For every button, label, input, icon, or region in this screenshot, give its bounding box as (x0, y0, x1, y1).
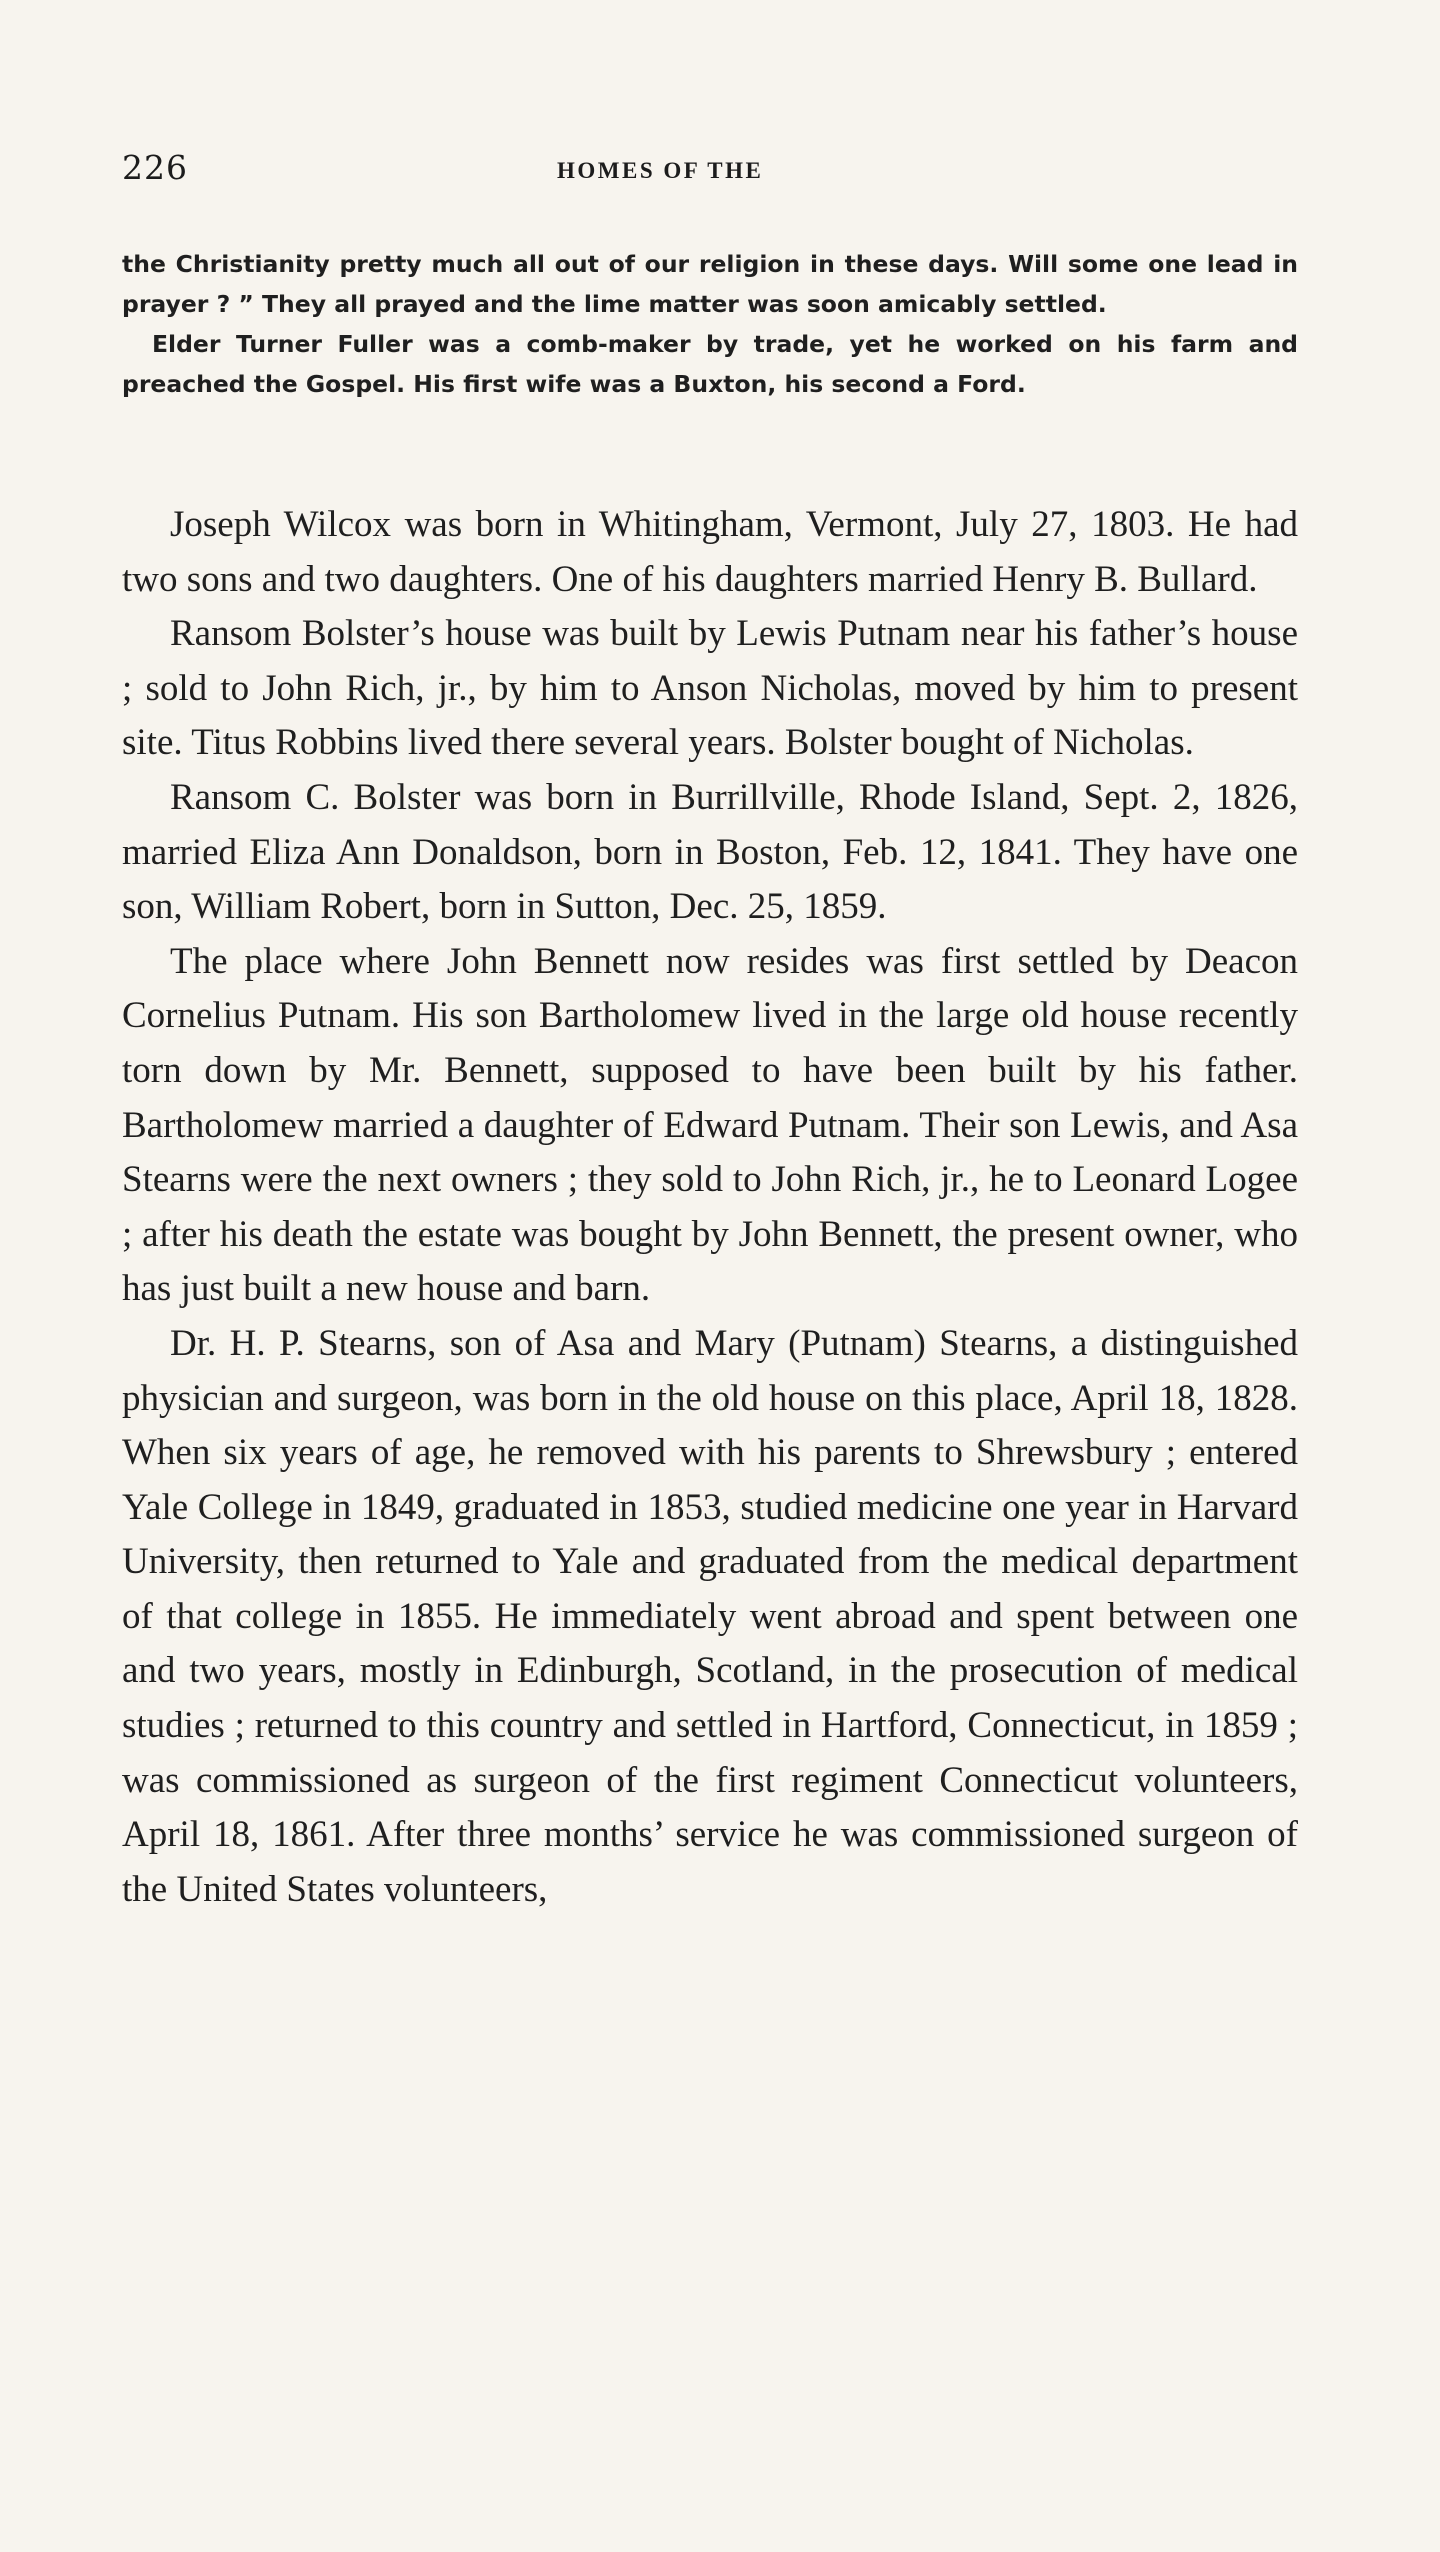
small-print-section (122, 244, 1298, 404)
paragraph-ransom-bolster: Ransom C. Bolster was born in Burrillville, Rhode Island, Sept. 2, 1826, married Eliza Ann Donaldson, born in Boston, Feb. 12, 1841. They have one son, William Robert, born in Sutton, Dec. 25, 1859. (122, 776, 1298, 928)
running-head (122, 148, 1298, 198)
paragraph-bolster-house: Ransom Bolster’s house was built by Lewis Putnam near his father’s house ; sold to John Rich, jr., by him to Anson Nicholas, moved by him to present site. Titus Robbins lived there several years. Bolster bought of Nicholas. (122, 613, 1298, 764)
running-head-title: HOMES OF THE (557, 158, 764, 183)
small-paragraph-continued: the Christianity pretty much all out of our religion in these days. Will some one lead in prayer ? ” They all prayed and the lime matter was soon amicably settled. (122, 250, 1298, 318)
paragraph-dr-stearns: Dr. H. P. Stearns, son of Asa and Mary (Putnam) Stearns, a distinguished physician and surgeon, was born in the old house on this place, April 18, 1828. When six years of age, he removed with his parents to Shrewsbury ; entered Yale College in 1849, graduated in 1853, studied medicine one year in Harvard University, then returned to Yale and graduated from the medical department of that college in 1855. He immediately went abroad and spent between one and two years, mostly in Edinburgh, Scotland, in the prosecution of medical studies ; returned to this country and settled in Hartford, Connecticut, in 1859 ; was commissioned as surgeon of the first regiment Connecticut volunteers, April 18, 1861. After three months’ service he was commissioned surgeon of the United States volunteers, (122, 1322, 1298, 1910)
paragraph-bennett-place: The place where John Bennett now resides was first settled by Deacon Cornelius Putnam. His son Bartholomew lived in the large old house recently torn down by Mr. Bennett, supposed to have been built by his father. Bartholomew married a daughter of Edward Putnam. Their son Lewis, and Asa Stearns were the next owners ; they sold to John Rich, jr., he to Leonard Logee ; after his death the estate was bought by John Bennett, the present owner, who has just built a new house and barn. (122, 940, 1298, 1310)
page-number: 226 (122, 148, 188, 187)
main-text-section (122, 498, 1298, 1917)
small-paragraph-fuller: Elder Turner Fuller was a comb-maker by trade, yet he worked on his farm and preached the Gospel. His first wife was a Buxton, his second a Ford. (122, 330, 1298, 398)
paragraph-wilcox: Joseph Wilcox was born in Whitingham, Vermont, July 27, 1803. He had two sons and two daughters. One of his daughters married Henry B. Bullard. (122, 504, 1298, 600)
